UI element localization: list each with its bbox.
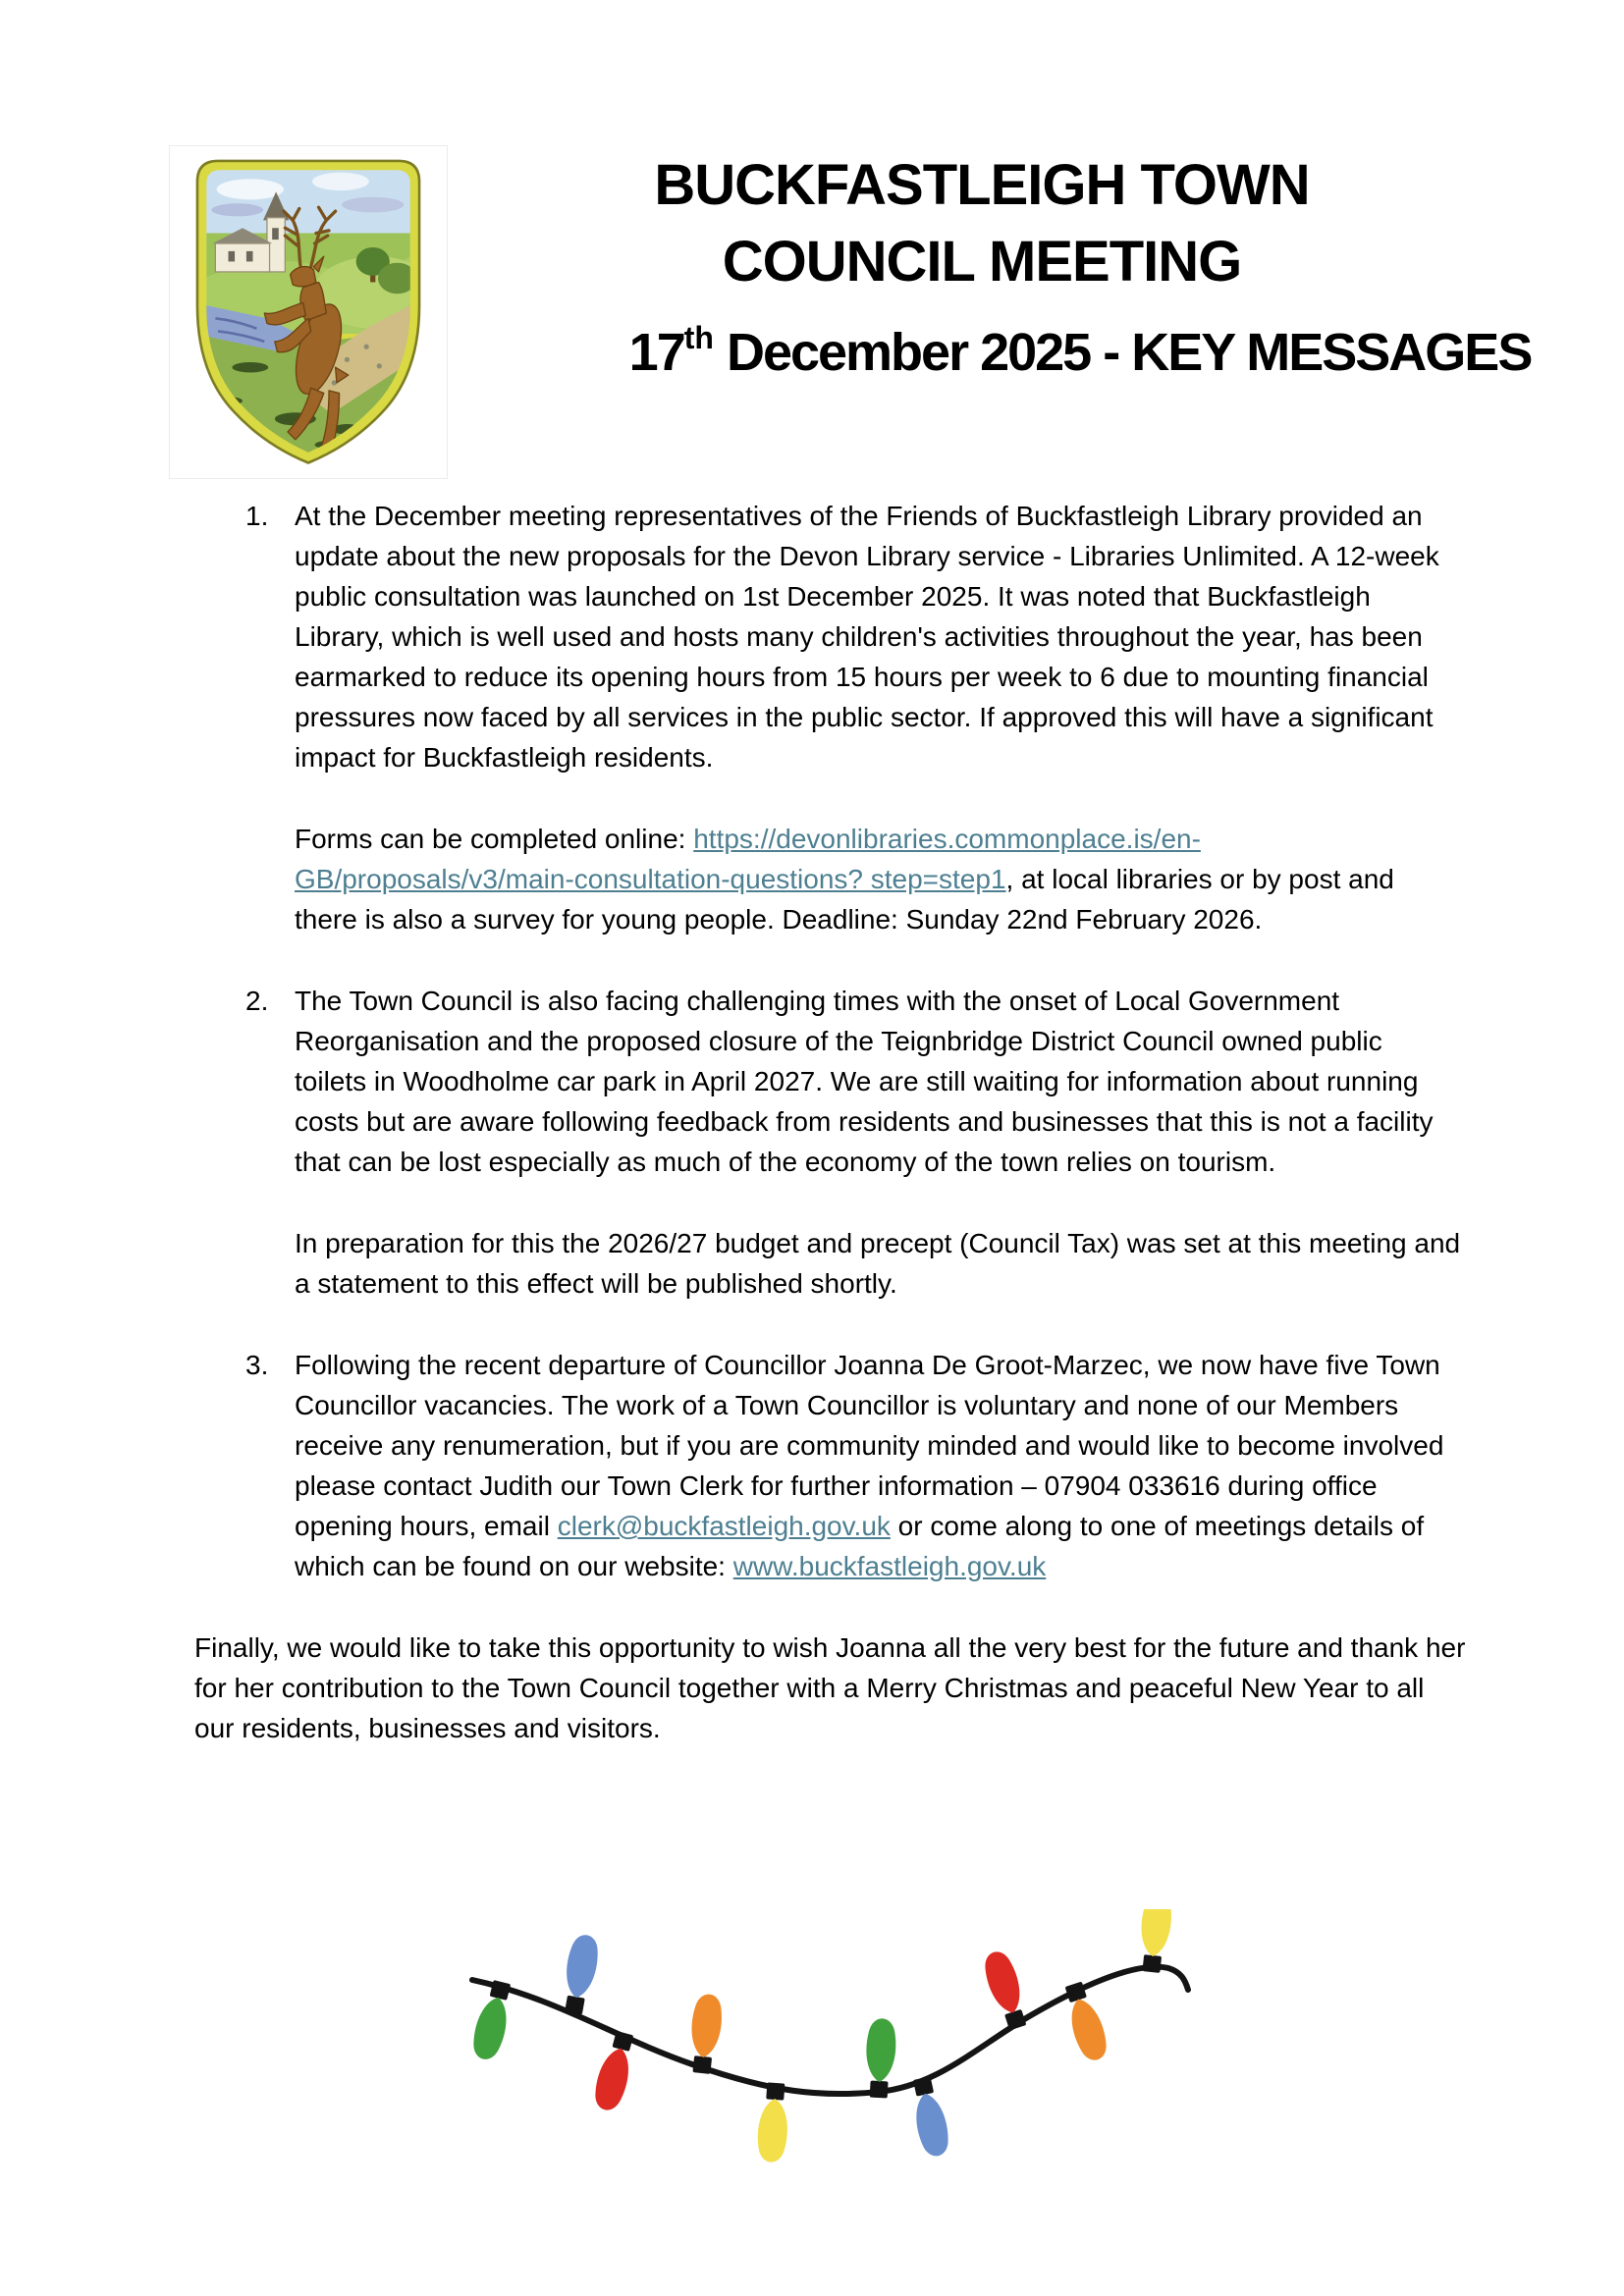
list-item-1-number: 1. (245, 501, 269, 531)
list-item-2-text: The Town Council is also facing challenging times with the onset of Local Government Reorganisation and the proposed closure of the Teignbridge District Council owned public toilets in Woodholme car park in April 2027. We are still waiting for information about running costs but are aware following feedback from residents and businesses that this is not a facility that can be lost especially as much of the economy of the town relies on tourism. (295, 986, 1434, 1177)
list-item-1-text: At the December meeting representatives of the Friends of Buckfastleigh Library provided an update about the new proposals for the Devon Library service - Libraries Unlimited. A 12-week public consultation was launched on 1st December 2025. It was noted that Buckfastleigh Library, which is well used and hosts many children's activities throughout the year, has been earmarked to reduce its opening hours from 15 hours per week to 6 due to mounting financial pressures now faced by all services in the public sector. If approved this will have a significant impact for Buckfastleigh residents. (295, 501, 1439, 773)
consultation-form-link[interactable]: https://devonlibraries.commonplace.is/en-GB/proposals/v3/main-consultation-questions? step=step1 (295, 824, 1201, 894)
document-title (412, 147, 1551, 390)
christmas-lights-icon (466, 1909, 1193, 2223)
forms-text-pre: Forms can be completed online: (295, 824, 694, 854)
list-item-3-text (295, 1345, 1461, 1586)
light-bulb-green-6 (864, 2018, 897, 2099)
list-item-2 (194, 981, 1467, 1182)
budget-paragraph: In preparation for this the 2026/27 budget and precept (Council Tax) was set at this meeting and a statement to this effect will be published shortly. (295, 1228, 1461, 1299)
light-bulb-yellow-10 (1137, 1909, 1174, 1974)
vacancies-text-1: Following the recent departure of Councillor Joanna De Groot-Marzec, we now have five Town Councillor vacancies. The work of a Town Councillor is voluntary and none of our Members receive any renumeration, but if you are community minded and would like to become involved please contact Judith our Town Clerk for further information – 07904 033616 during office opening hours, email (295, 1350, 1444, 1541)
date-rest: December 2025 - KEY MESSAGES (713, 323, 1532, 382)
christmas-lights-image (466, 1909, 1193, 2223)
title-line-1: BUCKFASTLEIGH TOWN (654, 153, 1310, 217)
crest-icon (176, 153, 441, 473)
forms-paragraph (295, 819, 1461, 939)
title-line-2: COUNCIL MEETING (722, 230, 1242, 294)
vacancies-text-2: or come along to one of meetings details of which can be found on our website: (295, 1511, 1425, 1581)
clerk-email-link[interactable]: clerk@buckfastleigh.gov.uk (557, 1511, 891, 1541)
date-ordinal: th (683, 320, 714, 355)
council-website-link[interactable]: www.buckfastleigh.gov.uk (732, 1551, 1047, 1581)
date-day: 17 (628, 323, 684, 382)
list-item-3-number: 3. (245, 1350, 269, 1380)
light-bulb-blue-2 (559, 1933, 601, 2016)
list-item-3 (194, 1345, 1467, 1586)
list-item-2-number: 2. (245, 986, 269, 1016)
list-item-1 (194, 496, 1467, 777)
closing-paragraph: Finally, we would like to take this opportunity to wish Joanna all the very best for the future and thank her for her contribution to the Town Council together with a Merry Christmas and peaceful New Year to all our residents, businesses and visitors. (194, 1632, 1466, 1743)
forms-text-post: , at local libraries or by post and there is also a survey for young people. Deadline: Sunday 22nd February 2026. (295, 864, 1394, 934)
light-bulb-yellow-5 (756, 2082, 790, 2163)
town-crest-image (169, 145, 448, 479)
document-body (194, 496, 1467, 1789)
title-date-line (412, 300, 1551, 390)
light-bulb-red-8 (980, 1948, 1032, 2032)
light-bulb-orange-9 (1059, 1980, 1111, 2064)
light-bulb-blue-7 (907, 2075, 952, 2159)
